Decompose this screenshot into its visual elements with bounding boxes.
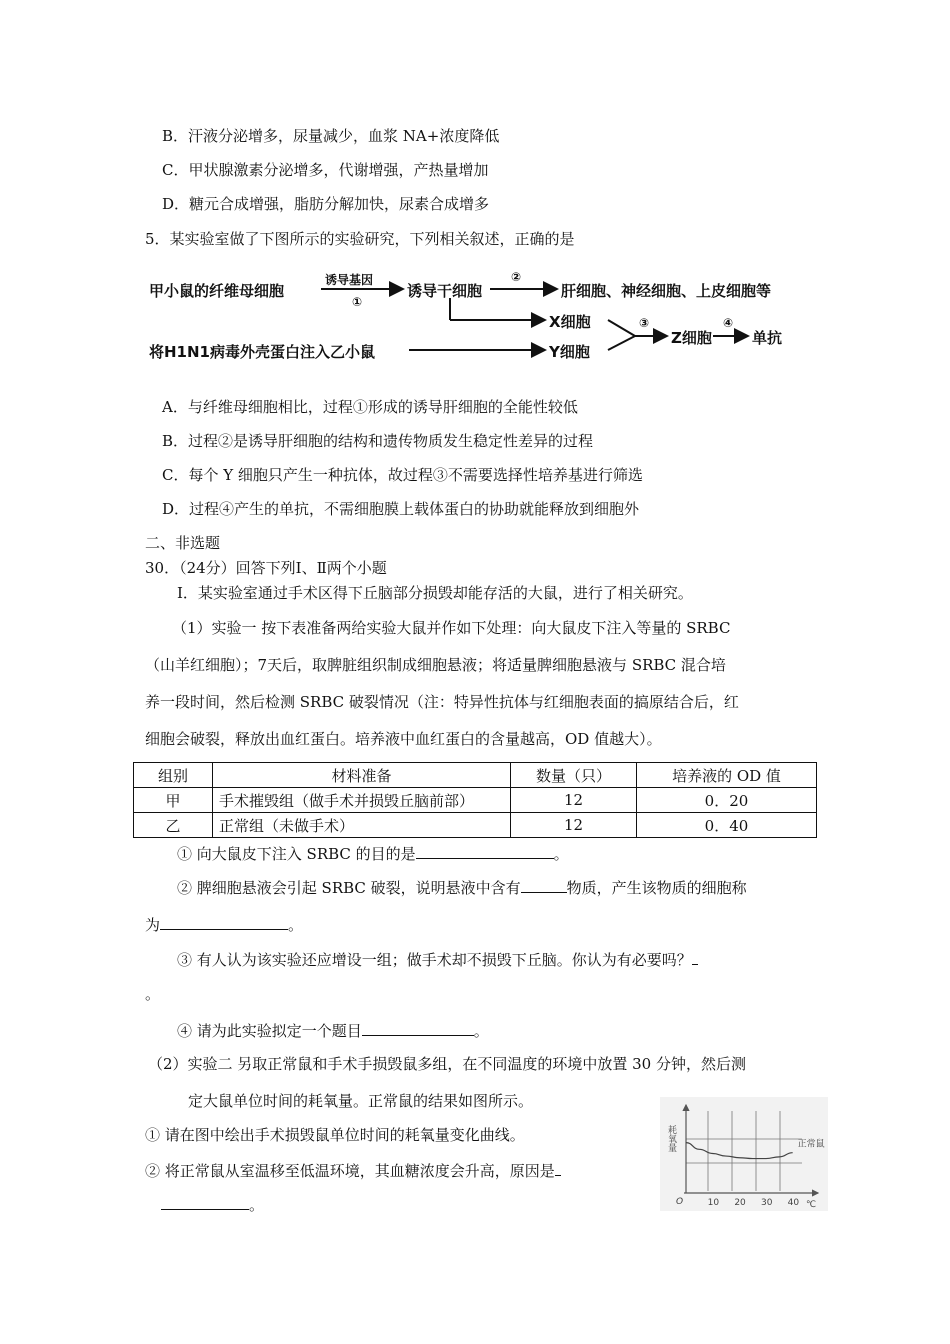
subq-1-text: ① 向大鼠皮下注入 SRBC 的目的是 [177,845,416,863]
table-header: 数量（只） [511,763,637,788]
q4-option-b: B．汗液分泌增多，尿量减少，血浆 NA+浓度降低 [162,127,500,145]
z-cell-label: Z细胞 [671,329,712,347]
exp2-q2-cont [161,1193,264,1215]
table-row [134,813,817,838]
subq-3-text: ③ 有人认为该实验还应增设一组；做手术却不损毁下丘脑。你认为有必要吗？ [177,951,692,969]
answer-blank-5a[interactable] [555,1159,561,1176]
answer-blank-2a[interactable] [521,876,567,893]
q5-flow-diagram [145,268,815,368]
subq-3 [177,948,698,970]
table-cell: 0．20 [637,788,817,813]
exp2-line2: 定大鼠单位时间的耗氧量。正常鼠的结果如图所示。 [188,1092,534,1110]
table-header: 组别 [134,763,213,788]
table-cell: 乙 [134,813,213,838]
q4-option-d: D．糖元合成增强，脂肪分解加快，尿素合成增多 [162,195,490,213]
origin-label: O [676,1197,684,1207]
subq-2-text-c: 为 [145,916,161,934]
exp1-line1: （1）实验一 按下表准备两给实验大鼠并作如下处理：向大鼠皮下注入等量的 SRBC [172,619,731,637]
legend-normal-rat: 正常鼠 [797,1139,825,1150]
subq-1-end: 。 [553,845,569,863]
answer-blank-1[interactable] [416,842,554,859]
y-cell-label: Y细胞 [549,343,590,361]
table-cell: 0．40 [637,813,817,838]
subq-1 [177,842,569,864]
subq-2-text-b: 物质，产生该物质的细胞称 [566,879,747,897]
section-heading: 二、非选题 [145,534,221,552]
q5-option-a: A．与纤维母细胞相比，过程①形成的诱导肝细胞的全能性较低 [162,398,578,416]
x-axis-unit: ℃ [806,1200,817,1210]
exp2-line1: （2）实验二 另取正常鼠和手术手损毁鼠多组，在不同温度的环境中放置 30 分钟，然后测 [148,1055,746,1073]
antibody-label: 单抗 [752,329,783,347]
y-axis-label: 耗氧量 [666,1125,676,1152]
exp2-q2 [145,1159,561,1181]
subq-4 [177,1019,489,1041]
subq-2 [177,876,747,898]
table-cell: 12 [511,813,637,838]
subq-2-end: 。 [288,916,304,934]
induce-gene-label: 诱导基因 [325,273,374,287]
subq-2-cont [145,913,303,935]
subq-4-end: 。 [473,1022,489,1040]
answer-blank-4[interactable] [362,1019,474,1036]
chart-svg [660,1097,828,1211]
q30-stem: 30．（24分）回答下列Ⅰ、Ⅱ两个小题 [145,559,387,577]
x-tick-label: 40 [787,1198,800,1208]
q5-stem: 5．某实验室做了下图所示的实验研究，下列相关叙述，正确的是 [145,230,575,248]
subq-3-end: 。 [145,985,161,1003]
row1-source: 甲小鼠的纤维母细胞 [149,282,285,300]
answer-blank-5b[interactable] [161,1193,249,1210]
series-line-normal-rat [686,1143,793,1159]
answer-blank-2b[interactable] [160,913,288,930]
exp2-q2-text: ② 将正常鼠从室温移至低温环境，其血糖浓度会升高，原因是 [145,1162,555,1180]
step-2-label: ② [511,270,522,284]
x-tick-label: 10 [707,1198,720,1208]
table-row [134,788,817,813]
experiment-table [133,762,817,838]
exp2-q1: ① 请在图中绘出手术损毁鼠单位时间的耗氧量变化曲线。 [145,1126,525,1144]
subq-2-text-a: ② 脾细胞悬液会引起 SRBC 破裂，说明悬液中含有 [177,879,521,897]
answer-blank-3[interactable] [692,948,698,965]
step-1-label: ① [352,295,363,309]
ips-cell-label: 诱导干细胞 [407,282,483,300]
subq-4-text: ④ 请为此实验拟定一个题目 [177,1022,362,1040]
arrow-merge-top [608,320,635,336]
table-header: 材料准备 [213,763,511,788]
table-header: 培养液的 OD 值 [637,763,817,788]
oxygen-chart [660,1097,828,1211]
table-cell: 正常组（未做手术） [213,813,511,838]
table-header-row [134,763,817,788]
table-cell: 手术摧毁组（做手术并损毁丘脑前部） [213,788,511,813]
exp1-line3: 养一段时间，然后检测 SRBC 破裂情况（注：特异性抗体与红细胞表面的搞原结合后，红 [145,693,739,711]
q5-option-d: D．过程④产生的单抗，不需细胞膜上载体蛋白的协助就能释放到细胞外 [162,500,640,518]
q5-option-c: C．每个 Y 细胞只产生一种抗体，故过程③不需要选择性培养基进行筛选 [162,466,643,484]
arrow-merge-bottom [608,336,635,350]
exp2-q2-end: 。 [249,1196,265,1214]
q5-option-b: B．过程②是诱导肝细胞的结构和遗传物质发生稳定性差异的过程 [162,432,594,450]
exp1-line2: （山羊红细胞）；7天后，取脾脏组织制成细胞悬液；将适量脾细胞悬液与 SRBC 混合培 [145,656,726,674]
exp1-line4: 细胞会破裂，释放出血红蛋白。培养液中血红蛋白的含量越高，OD 值越大）。 [145,730,662,748]
targets-label: 肝细胞、神经细胞、上皮细胞等 [561,282,772,300]
x-cell-label: X细胞 [549,313,591,331]
step-3-label: ③ [639,316,650,330]
x-tick-label: 30 [761,1198,773,1208]
table-cell: 12 [511,788,637,813]
table-cell: 甲 [134,788,213,813]
q4-option-c: C．甲状腺激素分泌增多，代谢增强，产热量增加 [162,161,489,179]
row2-source: 将H1N1病毒外壳蛋白注入乙小鼠 [149,343,375,361]
x-tick-label: 20 [734,1198,746,1208]
step-4-label: ④ [723,316,734,330]
q30-part1: I．某实验室通过手术区得下丘脑部分损毁却能存活的大鼠，进行了相关研究。 [177,584,693,602]
